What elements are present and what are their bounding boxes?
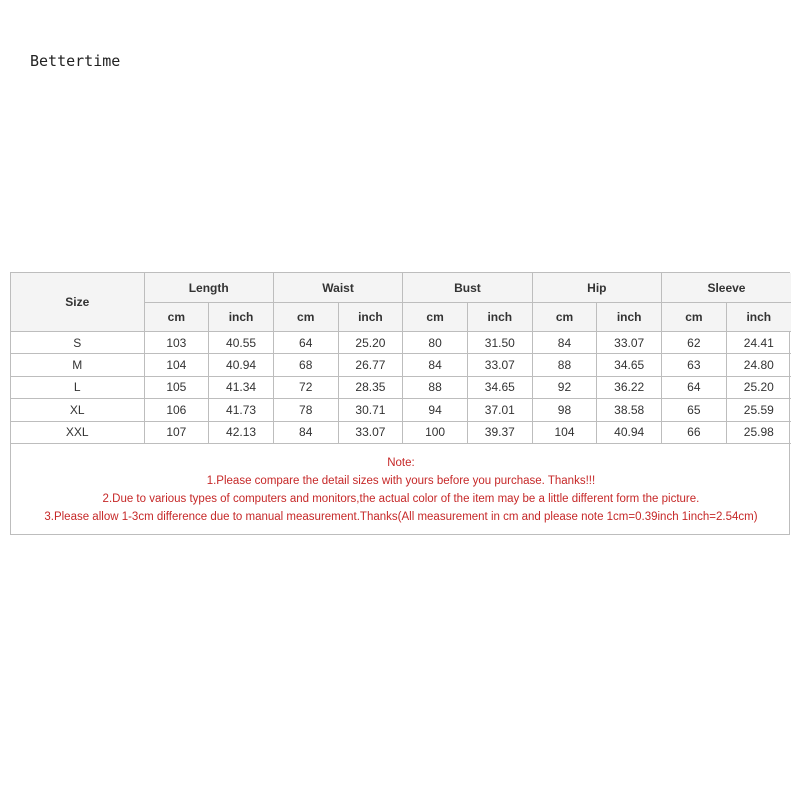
measurement-cell: 64 [273,332,338,354]
measurement-cell: 33.07 [338,421,403,443]
table-row [11,354,791,376]
measurement-cell: 34.65 [467,376,532,398]
unit-header-inch: inch [726,303,791,332]
size-table [11,273,791,534]
measurement-cell: 62 [662,332,727,354]
measurement-cell: 25.20 [726,376,791,398]
table-row [11,421,791,443]
measurement-cell: 107 [144,421,209,443]
measurement-cell: 94 [403,399,468,421]
note-line-3: 3.Please allow 1-3cm difference due to manual measurement.Thanks(All measurement in cm and please note 1cm=0.39inch 1inch=2.54cm) [44,510,758,523]
measurement-cell: 80 [403,332,468,354]
unit-header-cm: cm [662,303,727,332]
table-row [11,332,791,354]
size-label-cell: L [11,376,144,398]
measurement-cell: 28.35 [338,376,403,398]
measurement-cell: 24.80 [726,354,791,376]
size-label-cell: S [11,332,144,354]
length-header: Length [144,273,273,303]
measurement-cell: 66 [662,421,727,443]
unit-header-cm: cm [144,303,209,332]
measurement-header-row [11,273,791,303]
measurement-cell: 88 [532,354,597,376]
measurement-cell: 88 [403,376,468,398]
sleeve-header: Sleeve [662,273,791,303]
measurement-cell: 26.77 [338,354,403,376]
size-label-cell: M [11,354,144,376]
unit-header-inch: inch [467,303,532,332]
note-section [11,443,791,534]
size-rows [11,332,791,444]
unit-header-cm: cm [532,303,597,332]
measurement-cell: 33.07 [467,354,532,376]
measurement-cell: 72 [273,376,338,398]
unit-header-inch: inch [209,303,274,332]
bust-header: Bust [403,273,532,303]
note-row [11,443,791,534]
measurement-cell: 84 [403,354,468,376]
measurement-cell: 41.73 [209,399,274,421]
note-line-2: 2.Due to various types of computers and monitors,the actual color of the item may be a little different form the picture. [102,492,700,505]
table-row [11,399,791,421]
measurement-cell: 41.34 [209,376,274,398]
measurement-cell: 68 [273,354,338,376]
measurement-cell: 40.55 [209,332,274,354]
measurement-cell: 78 [273,399,338,421]
hip-header: Hip [532,273,661,303]
waist-header: Waist [273,273,402,303]
measurement-cell: 36.22 [597,376,662,398]
measurement-cell: 25.59 [726,399,791,421]
note-title: Note: [387,456,415,469]
measurement-cell: 39.37 [467,421,532,443]
measurement-cell: 100 [403,421,468,443]
measurement-cell: 98 [532,399,597,421]
measurement-cell: 105 [144,376,209,398]
measurement-cell: 104 [532,421,597,443]
measurement-cell: 34.65 [597,354,662,376]
measurement-cell: 106 [144,399,209,421]
measurement-cell: 25.98 [726,421,791,443]
note-line-1: 1.Please compare the detail sizes with yours before you purchase. Thanks!!! [206,474,596,487]
size-label-cell: XL [11,399,144,421]
measurement-cell: 92 [532,376,597,398]
size-column-header: Size [11,273,144,332]
measurement-cell: 84 [273,421,338,443]
measurement-cell: 63 [662,354,727,376]
measurement-cell: 65 [662,399,727,421]
measurement-cell: 104 [144,354,209,376]
size-label-cell: XXL [11,421,144,443]
unit-header-inch: inch [338,303,403,332]
unit-header-cm: cm [403,303,468,332]
table-row [11,376,791,398]
measurement-cell: 30.71 [338,399,403,421]
unit-header-cm: cm [273,303,338,332]
measurement-cell: 24.41 [726,332,791,354]
measurement-cell: 103 [144,332,209,354]
measurement-cell: 38.58 [597,399,662,421]
unit-header-inch: inch [597,303,662,332]
brand-watermark: Bettertime [30,52,121,70]
measurement-cell: 31.50 [467,332,532,354]
measurement-cell: 33.07 [597,332,662,354]
measurement-cell: 40.94 [209,354,274,376]
measurement-cell: 40.94 [597,421,662,443]
measurement-cell: 42.13 [209,421,274,443]
measurement-cell: 25.20 [338,332,403,354]
measurement-cell: 37.01 [467,399,532,421]
measurement-cell: 64 [662,376,727,398]
size-chart [10,272,790,535]
measurement-cell: 84 [532,332,597,354]
